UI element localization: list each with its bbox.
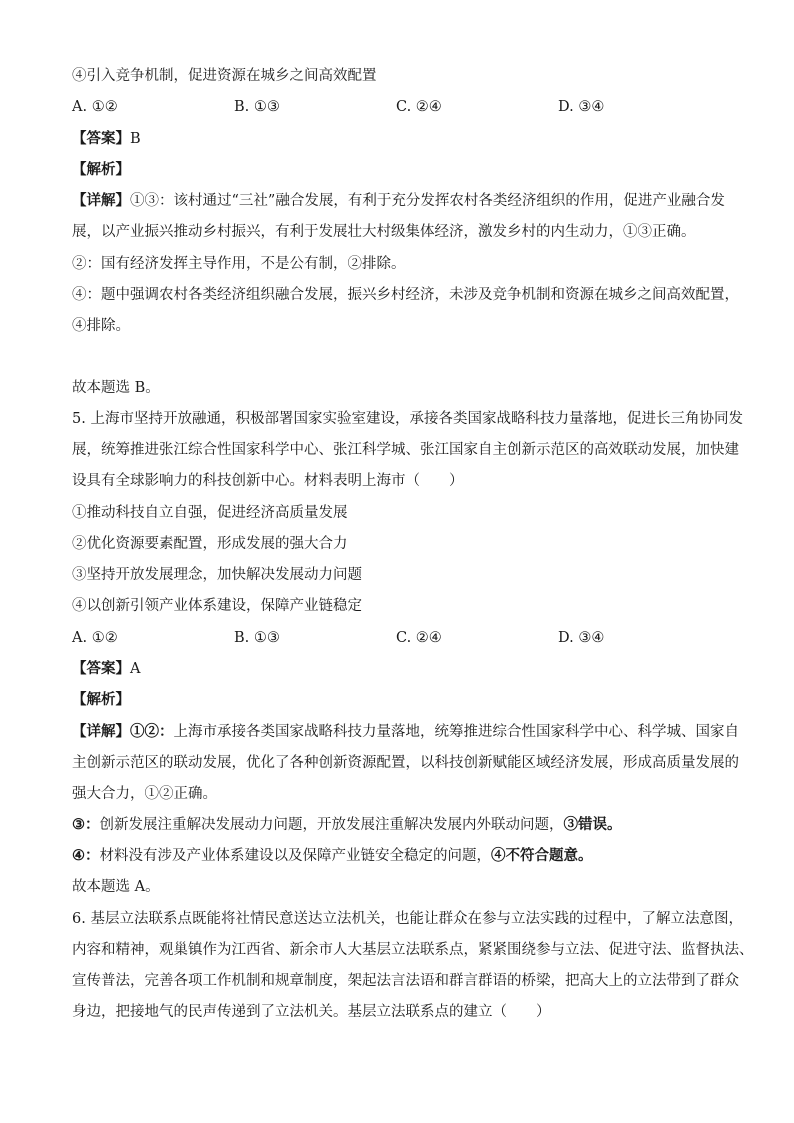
q4-detail-line-4: ④：题中强调农村各类经济组织融合发展，振兴乡村经济，未涉及竞争机制和资源在城乡之间高效配置，: [72, 287, 739, 303]
q4-analysis-tag: 【解析】: [72, 161, 130, 178]
q5-detail-4-prefix: ③：: [72, 816, 100, 833]
q5-detail-5-text: 材料没有涉及产业体系建设以及保障产业链安全稳定的问题，: [99, 848, 491, 864]
q4-detail-line-5: ④排除。: [72, 318, 130, 334]
q4-answer-tag: 【答案】: [72, 130, 130, 147]
q4-answer-value: B: [130, 131, 141, 147]
q5-option-item-1: ①推动科技自立自强，促进经济高质量发展: [72, 505, 348, 521]
q5-option-item-4: ④以创新引领产业体系建设，保障产业链稳定: [72, 598, 362, 614]
q5-detail-line-5: [72, 846, 593, 866]
q4-choice-c: C. ②④: [396, 99, 442, 115]
q5-choice-a: A. ①②: [72, 630, 118, 646]
q5-analysis-tag: 【解析】: [72, 691, 130, 708]
q5-choice-b: B. ①③: [234, 630, 280, 646]
q5-detail-4-suffix: ③错误。: [563, 816, 622, 833]
q4-detail-line-3: ②：国有经济发挥主导作用，不是公有制，②排除。: [72, 256, 406, 272]
q4-option-item-4: ④引入竞争机制，促进资源在城乡之间高效配置: [72, 68, 377, 84]
q4-choices: [72, 97, 732, 117]
q5-detail-5-prefix: ④：: [72, 847, 100, 864]
q5-detail-line-1: [72, 722, 739, 742]
q5-detail-line-3: 强大合力，①②正确。: [72, 786, 217, 802]
q4-answer: [72, 129, 141, 149]
q6-stem-line-3: 宣传普法，完善各项工作机制和规章制度，架起法言法语和群言群语的桥梁，把高大上的立法带到了群众: [72, 973, 739, 989]
q5-conclusion: 故本题选 A。: [72, 879, 160, 895]
q5-detail-4-text: 创新发展注重解决发展动力问题，开放发展注重解决发展内外联动问题，: [99, 817, 564, 833]
q6-stem-line-1: 6. 基层立法联系点既能将社情民意送达立法机关，也能让群众在参与立法实践的过程中，了解立法意图，: [72, 911, 743, 927]
q6-stem-line-4: 身边，把接地气的民声传递到了立法机关。基层立法联系点的建立（ ）: [72, 1004, 551, 1020]
q5-answer-tag: 【答案】: [72, 660, 130, 677]
q5-option-item-2: ②优化资源要素配置，形成发展的强大合力: [72, 536, 348, 552]
q5-choices: [72, 628, 732, 648]
q5-detail-prefix: ①②：: [130, 723, 174, 740]
q5-choice-d: D. ③④: [558, 630, 605, 646]
q4-analysis-heading: [72, 160, 130, 180]
q5-analysis-heading: [72, 690, 130, 710]
q5-detail-5-suffix: ④不符合题意。: [491, 847, 593, 864]
q4-choice-d: D. ③④: [558, 99, 605, 115]
q5-detail-line-4: [72, 815, 622, 835]
q4-choice-b: B. ①③: [234, 99, 280, 115]
q5-stem-line-1: 5. 上海市坚持开放融通，积极部署国家实验室建设，承接各类国家战略科技力量落地，促进长三角协同发: [72, 411, 743, 427]
q5-stem-line-3: 设具有全球影响力的科技创新中心。材料表明上海市（ ）: [72, 473, 464, 489]
q5-detail-line-2: 主创新示范区的联动发展，优化了各种创新资源配置，以科技创新赋能区域经济发展，形成高质量发展的: [72, 755, 739, 771]
q5-answer-value: A: [130, 661, 141, 677]
q5-option-item-3: ③坚持开放发展理念，加快解决发展动力问题: [72, 567, 362, 583]
q4-detail-tag: 【详解】: [72, 192, 130, 209]
q5-stem-line-2: 展，统筹推进张江综合性国家科学中心、张江科学城、张江国家自主创新示范区的高效联动发展，加快建: [72, 442, 739, 458]
q4-detail-line-2: 展，以产业振兴推动乡村振兴，有利于发展壮大村级集体经济，激发乡村的内生动力，①③正确。: [72, 224, 696, 240]
q5-choice-c: C. ②④: [396, 630, 442, 646]
q4-detail-line-1: [72, 191, 725, 211]
q4-choice-a: A. ①②: [72, 99, 118, 115]
q4-detail-text-1: ①③：该村通过“三社”融合发展，有利于充分发挥农村各类经济组织的作用，促进产业融合发: [130, 193, 725, 209]
q5-detail-tag: 【详解】: [72, 723, 130, 740]
q5-answer: [72, 659, 140, 679]
q4-conclusion: 故本题选 B。: [72, 380, 160, 396]
q6-stem-line-2: 内容和精神，观巢镇作为江西省、新余市人大基层立法联系点，紧紧围绕参与立法、促进守法、监督执法、: [72, 942, 754, 958]
q5-detail-text-1: 上海市承接各类国家战略科技力量落地，统筹推进综合性国家科学中心、科学城、国家自: [173, 724, 739, 740]
